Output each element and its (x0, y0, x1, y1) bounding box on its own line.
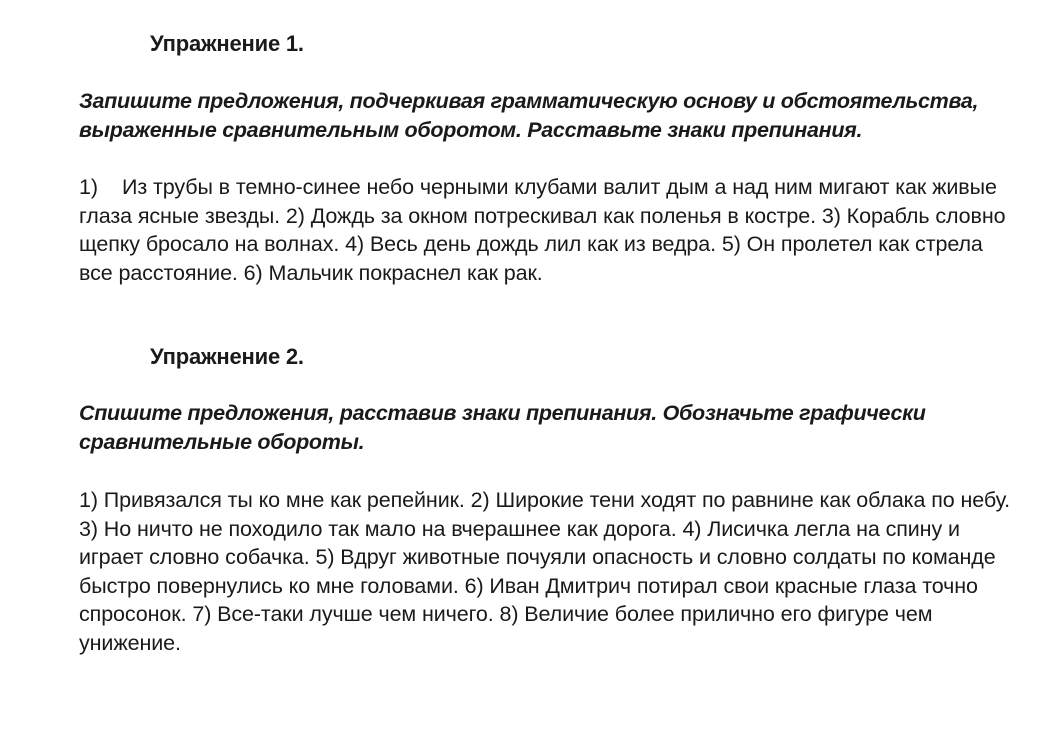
exercise-2-title: Упражнение 2. (150, 344, 304, 369)
exercise-1-sentences (79, 173, 1014, 287)
exercise-2-task: Спишите предложения, расставив знаки препинания. Обозначьте графически сравнительные обороты. (79, 401, 926, 454)
exercise-1-first-number: 1) (79, 175, 98, 199)
exercise-1-task: Запишите предложения, подчеркивая грамматическую основу и обстоятельства, выраженные сравнительным оборотом. Расставьте знаки препинания. (79, 89, 979, 142)
exercise-2-sentences: 1) Привязался ты ко мне как репейник. 2) Широкие тени ходят по равнине как облака по небу. 3) Но ничто не походило так мало на вчерашнее как дорога. 4) Лисичка легла на спину и играет словно собачка. 5) Вдруг животные почуяли опасность и словно солдаты по команде быстро повернулись ко мне головами. 6) Иван Дмитрич потирал свои красные глаза точно спросонок. 7) Все-таки лучше чем ничего. 8) Величие более прилично его фигуре чем унижение. (79, 488, 1010, 655)
exercise-1-text: Из трубы в темно-синее небо черными клубами валит дым а над ним мигают как живые глаза ясные звезды. 2) Дождь за окном потрескивал как поленья в костре. 3) Корабль словно щепку бросало на волнах. 4) Весь день дождь лил как из ведра. 5) Он пролетел как стрела все расстояние. 6) Мальчик покраснел как рак. (79, 175, 1006, 285)
exercise-1-title: Упражнение 1. (150, 31, 304, 56)
